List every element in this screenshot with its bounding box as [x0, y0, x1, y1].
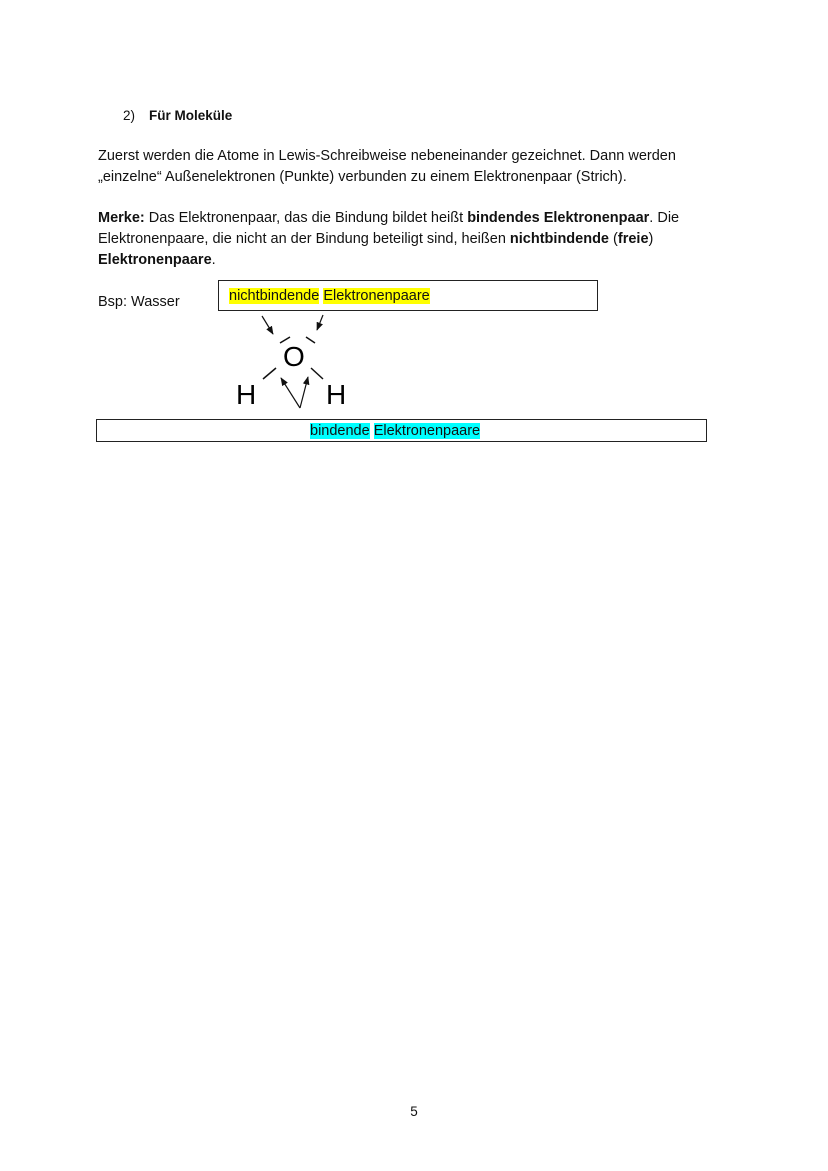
arrow-to-left-lone-pair [262, 316, 273, 334]
highlight-nichtbindende: nichtbindende [229, 288, 320, 304]
merke-text: Das Elektronenpaar, das die Bindung bildet heißt [144, 210, 468, 226]
arrow-to-left-bond [281, 378, 300, 408]
merke-label: Merke: [98, 210, 145, 226]
merke-text: ( [609, 231, 618, 247]
hydrogen-atom-right: H [326, 379, 347, 410]
merke-text: Elektronenpaare, die nicht an der Bindung beteiligt sind, heißen [98, 231, 510, 247]
merke-line-3 [98, 250, 679, 271]
section-title: Für Moleküle [149, 108, 233, 123]
merke-line-2 [98, 229, 679, 250]
term-elektronenpaare: Elektronenpaare [98, 252, 212, 268]
binding-label [310, 422, 480, 440]
highlight-elektronenpaare-bottom: Elektronenpaare [373, 423, 481, 439]
merke-paragraph [98, 208, 679, 271]
oxygen-atom: O [283, 341, 305, 372]
merke-text: . [211, 252, 216, 268]
section-number: 2) [123, 108, 136, 123]
merke-text: ) [648, 231, 654, 247]
term-nichtbindende: nichtbindende [509, 231, 610, 247]
hydrogen-atom-left: H [236, 379, 257, 410]
term-bindendes-elektronenpaar: bindendes Elektronenpaar [467, 210, 650, 226]
binding-label-box [96, 419, 707, 442]
bond-left [263, 368, 276, 379]
intro-line-1: Zuerst werden die Atome in Lewis-Schreibweise nebeneinander gezeichnet. Dann werden [98, 148, 676, 164]
section-heading [123, 108, 232, 123]
water-molecule-diagram [220, 306, 370, 418]
arrow-to-right-bond [300, 377, 308, 408]
intro-paragraph [98, 146, 676, 188]
highlight-elektronenpaare: Elektronenpaare [323, 288, 430, 304]
bond-right [311, 368, 323, 379]
highlight-bindende: bindende [310, 423, 370, 439]
term-freie: freie [617, 231, 649, 247]
intro-line-2: „einzelne“ Außenelektronen (Punkte) verbunden zu einem Elektronenpaar (Strich). [98, 169, 627, 185]
lone-pair-right [306, 337, 315, 343]
nonbinding-label [229, 287, 430, 305]
example-label: Bsp: Wasser [98, 294, 180, 310]
merke-line-1 [98, 208, 679, 229]
page-number: 5 [410, 1104, 418, 1119]
merke-text: . Die [649, 210, 680, 226]
arrow-to-right-lone-pair [317, 315, 323, 330]
